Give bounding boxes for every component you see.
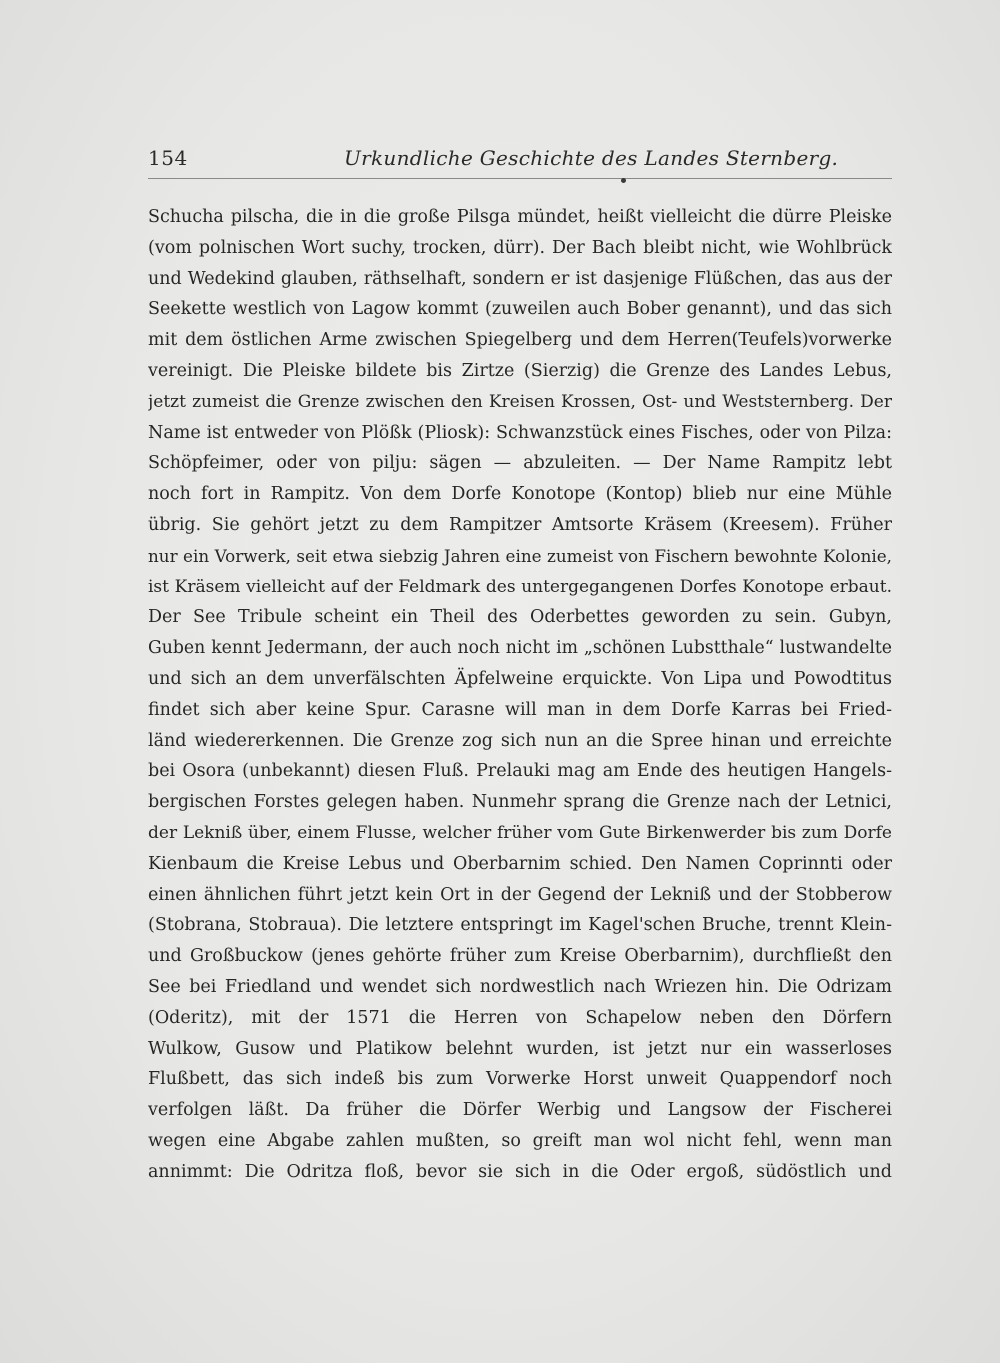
running-title: Urkundliche Geschichte des Landes Sternberg.	[344, 146, 839, 170]
text-line: findet sich aber keine Spur. Carasne will man in dem Dorfe Karras bei Fried-	[148, 699, 892, 720]
text-line: länd wiedererkennen. Die Grenze zog sich nun an die Spree hinan und erreichte	[148, 730, 892, 751]
text-line: Kienbaum die Kreise Lebus und Oberbarnim schied. Den Namen Coprinnti oder	[148, 853, 892, 874]
header-rule	[148, 178, 892, 179]
text-line: ist Kräsem vielleicht auf der Feldmark des untergegangenen Dorfes Konotope erbaut.	[148, 576, 892, 597]
text-line: Name ist entweder von Plößk (Pliosk): Schwanzstück eines Fisches, oder von Pilza:	[148, 422, 892, 443]
text-line: Guben kennt Jedermann, der auch noch nicht im „schönen Lubstthale“ lustwandelte	[148, 638, 892, 659]
text-line: mit dem östlichen Arme zwischen Spiegelberg und dem Herren(Teufels)vorwerke	[148, 330, 892, 351]
text-line: Der See Tribule scheint ein Theil des Oderbettes geworden zu sein. Gubyn,	[148, 607, 892, 628]
text-line: nur ein Vorwerk, seit etwa siebzig Jahren eine zumeist von Fischern bewohnte Kolonie,	[148, 545, 892, 566]
page-number: 154	[148, 146, 188, 170]
text-line: einen ähnlichen führt jetzt kein Ort in der Gegend der Lekniß und der Stobberow	[148, 884, 892, 905]
text-line: bergischen Forstes gelegen haben. Nunmehr sprang die Grenze nach der Letnici,	[148, 792, 892, 813]
body-text	[148, 202, 892, 1188]
text-line: jetzt zumeist die Grenze zwischen den Kreisen Krossen, Ost- und Weststernberg. Der	[148, 391, 892, 412]
text-line: Schucha pilscha, die in die große Pilsga mündet, heißt vielleicht die dürre Pleiske	[148, 207, 892, 227]
text-line: vereinigt. Die Pleiske bildete bis Zirtze (Sierzig) die Grenze des Landes Lebus,	[148, 360, 892, 381]
header-dot	[621, 178, 626, 183]
text-line: der Lekniß über, einem Flusse, welcher früher vom Gute Birkenwerder bis zum Dorfe	[148, 822, 892, 843]
text-line: und sich an dem unverfälschten Äpfelweine erquickte. Von Lipa und Powodtitus	[148, 668, 892, 689]
text-line: (Stobrana, Stobraua). Die letztere entspringt im Kagel'schen Bruche, trennt Klein-	[148, 915, 892, 936]
text-line: und Großbuckow (jenes gehörte früher zum Kreise Oberbarnim), durchfließt den	[148, 946, 892, 967]
text-line: (vom polnischen Wort suchy, trocken, dürr). Der Bach bleibt nicht, wie Wohlbrück	[148, 237, 892, 258]
text-line: wegen eine Abgabe zahlen mußten, so greift man wol nicht fehl, wenn man	[148, 1130, 892, 1151]
text-line: Flußbett, das sich indeß bis zum Vorwerke Horst unweit Quappendorf noch	[148, 1069, 892, 1090]
text-line: Schöpfeimer, oder von pilju: sägen — abzuleiten. — Der Name Rampitz lebt	[148, 453, 892, 474]
text-line: bei Osora (unbekannt) diesen Fluß. Prelauki mag am Ende des heutigen Hangels-	[148, 761, 892, 782]
text-line: noch fort in Rampitz. Von dem Dorfe Konotope (Kontop) blieb nur eine Mühle	[148, 484, 892, 505]
page-header	[148, 144, 892, 174]
text-line: (Oderitz), mit der 1571 die Herren von Schapelow neben den Dörfern	[148, 1007, 892, 1028]
text-line: See bei Friedland und wendet sich nordwestlich nach Wriezen hin. Die Odrizam	[148, 976, 892, 997]
text-line: annimmt: Die Odritza floß, bevor sie sich in die Oder ergoß, südöstlich und	[148, 1161, 892, 1182]
text-line: übrig. Sie gehört jetzt zu dem Rampitzer Amtsorte Kräsem (Kreesem). Früher	[148, 514, 892, 535]
text-line: und Wedekind glauben, räthselhaft, sondern er ist dasjenige Flüßchen, das aus der	[148, 268, 892, 289]
text-line: verfolgen läßt. Da früher die Dörfer Werbig und Langsow der Fischerei	[148, 1100, 892, 1121]
text-line: Wulkow, Gusow und Platikow belehnt wurden, ist jetzt nur ein wasserloses	[148, 1038, 892, 1059]
text-line: Seekette westlich von Lagow kommt (zuweilen auch Bober genannt), und das sich	[148, 299, 892, 320]
